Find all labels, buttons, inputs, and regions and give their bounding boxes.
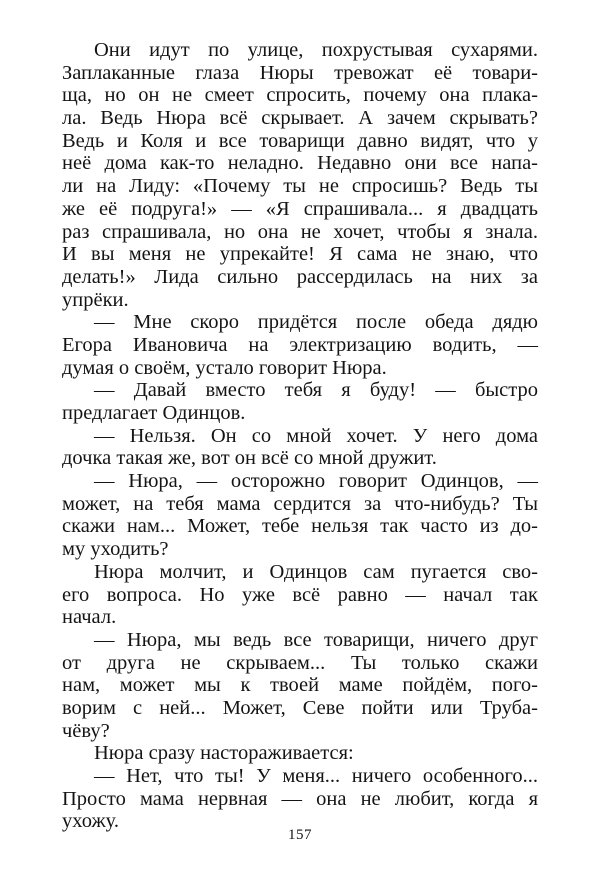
- text-line: нам, может мы к твоей маме пойдём, пого-: [62, 674, 538, 697]
- text-line: предлагает Одинцов.: [62, 402, 246, 424]
- text-line: — Нет, что ты! У меня... ничего особенного...: [94, 765, 538, 787]
- text-line: — Мне скоро придётся после обеда дядю: [94, 311, 538, 334]
- text-line: Егора Ивановича на электризацию водить, —: [62, 333, 538, 356]
- text-line: упрёки.: [62, 288, 129, 311]
- text-line: его вопроса. Но уже всё равно — начал так: [62, 583, 538, 606]
- text-line: Нюра сразу настораживается:: [94, 742, 354, 765]
- body-text: [62, 39, 538, 833]
- text-line: от друга не скрываем... Ты только скажи: [62, 651, 538, 674]
- text-line: Нюра молчит, и Одинцов сам пугается сво-: [94, 560, 538, 583]
- text-line: ща, но он не смеет спросить, почему она плака-: [62, 84, 538, 107]
- text-line: может, на тебя мама сердится за что-нибудь? Ты: [62, 492, 538, 515]
- text-line: скажи нам... Может, тебе нельзя так часто из до-: [62, 515, 538, 538]
- text-line: начал.: [62, 606, 117, 629]
- text-line: му уходить?: [62, 538, 169, 561]
- text-line: Просто мама нервная — она не любит, когда я: [62, 787, 538, 810]
- text-line: Заплаканные глаза Нюры тревожат её товари-: [62, 61, 538, 84]
- text-line: дочка такая же, вот он всё со мной дружит.: [62, 447, 437, 470]
- text-line: Они идут по улице, похрустывая сухарями.: [94, 39, 538, 61]
- text-line: — Давай вместо тебя я буду! — быстро: [94, 379, 538, 402]
- text-line: — Нюра, мы ведь все товарищи, ничего друг: [94, 628, 538, 651]
- text-line: И вы меня не упрекайте! Я сама не знаю, что: [62, 243, 538, 266]
- text-line: ла. Ведь Нюра всё скрывает. А зачем скрывать?: [62, 107, 538, 130]
- text-line: делать!» Лида сильно рассердилась на них за: [62, 265, 538, 288]
- text-line: — Нельзя. Он со мной хочет. У него дома: [94, 424, 538, 447]
- text-line: ухожу.: [62, 810, 119, 833]
- text-line: — Нюра, — осторожно говорит Одинцов, —: [94, 470, 538, 493]
- text-line: думая о своём, устало говорит Нюра.: [62, 356, 387, 379]
- text-line: ворим с ней... Может, Севе пойти или Труба-: [62, 696, 538, 719]
- text-line: Ведь и Коля и все товарищи давно видят, что у: [62, 129, 538, 152]
- text-line: же её подруга!» — «Я спрашивала... я двадцать: [62, 197, 538, 220]
- text-line: раз спрашивала, но она не хочет, чтобы я знала.: [62, 220, 538, 243]
- page-number: 157: [288, 827, 312, 843]
- text-line: ли на Лиду: «Почему ты не спросишь? Ведь ты: [62, 175, 538, 198]
- text-line: чёву?: [62, 719, 110, 742]
- text-line: неё дома как-то неладно. Недавно они все напа-: [62, 152, 538, 175]
